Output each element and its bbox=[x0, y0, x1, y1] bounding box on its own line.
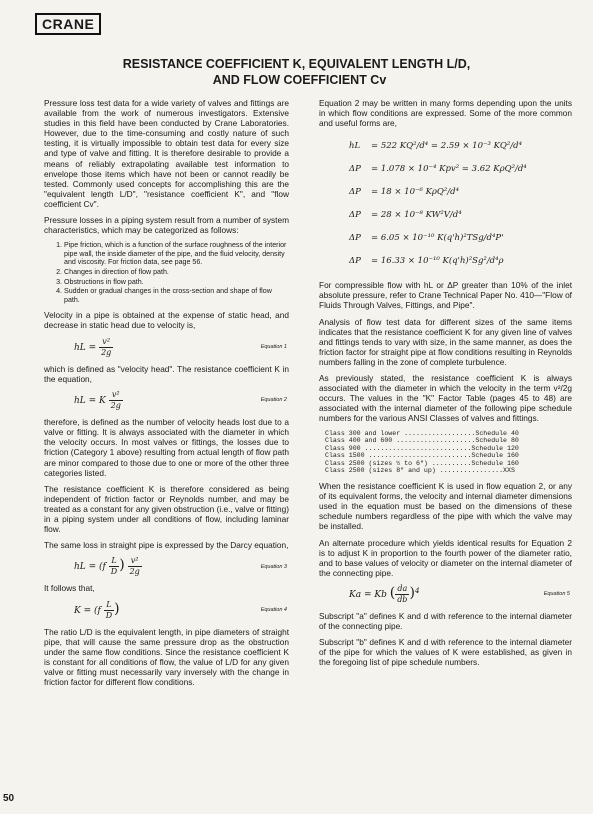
eq3-den: D bbox=[110, 567, 118, 577]
equation-label: Equation 1 bbox=[260, 344, 287, 351]
equation-label: Equation 4 bbox=[260, 607, 287, 614]
schedule-row: Class 1500 ..........................Schedule 160 bbox=[325, 452, 519, 460]
eq4-den: D bbox=[105, 610, 113, 620]
form-rhs: = 1.078 × 10⁻⁴ Kpv² = 3.62 KρQ²/d⁴ bbox=[371, 163, 527, 174]
title-line-1: RESISTANCE COEFFICIENT K, EQUIVALENT LENGTH L/D, bbox=[122, 57, 471, 71]
pressure-loss-paragraph: Pressure losses in a piping system result from a number of system characteristics, which may be categorized as follows: bbox=[44, 215, 289, 236]
form-row bbox=[349, 226, 572, 249]
compressible-paragraph: For compressible flow with hL or ΔP greater than 10% of the inlet absolute pressure, refer to Crane Technical Paper No. 410—"Flow of Fluids Through Valves, Fittings, and Pipe". bbox=[319, 280, 572, 311]
darcy-paragraph: The same loss in straight pipe is expressed by the Darcy equation, bbox=[44, 540, 289, 551]
equation-forms bbox=[349, 134, 572, 272]
therefore-paragraph: therefore, is defined as the number of velocity heads lost due to a valve or fitting. It is always associated with the diameter in which the velocity occurs. In most valves or fittings, the losses due to friction (Category 1 above) resulting from actual length of flow path are minor compared to those due to one or more of the other three categories listed. bbox=[44, 417, 289, 478]
equation-1 bbox=[44, 337, 289, 358]
eq2-den: 2g bbox=[110, 401, 121, 411]
form-lhs: ΔP bbox=[349, 209, 361, 220]
loss-categories-list bbox=[44, 241, 289, 304]
subscript-a-paragraph: Subscript "a" defines K and d with reference to the internal diameter of the connecting pipe. bbox=[319, 611, 572, 632]
form-rhs: = 18 × 10⁻⁶ KρQ²/d⁴ bbox=[371, 186, 460, 197]
form-lhs: ΔP bbox=[349, 255, 361, 266]
equation-2 bbox=[44, 390, 289, 411]
schedule-list bbox=[325, 430, 572, 476]
list-item: 1. Pipe friction, which is a function of the surface roughness of the interior pipe wall, the inside diameter of the pipe, and the fluid velocity, density and viscosity. For friction data, see page 56. bbox=[64, 241, 289, 267]
alternate-paragraph: An alternate procedure which yields identical results for Equation 2 is to adjust K in proportion to the fourth power of the diameter ratio, and to base values of velocity or diameter on the internal diameter of the connecting pipe. bbox=[319, 537, 572, 578]
form-rhs: = 522 KQ²/d⁴ = 2.59 × 10⁻³ KQ²/d⁴ bbox=[371, 140, 523, 151]
page-number: 50 bbox=[3, 793, 15, 804]
eq4-num: L bbox=[104, 600, 114, 611]
eq3-den2: 2g bbox=[129, 567, 140, 577]
when-paragraph: When the resistance coefficient K is used in flow equation 2, or any of its equivalent forms, the velocity and internal diameter dimensions used in the equation must be based on the dimensions of these schedule numbers regardless of the pipe with which the valve may be installed. bbox=[319, 481, 572, 532]
form-lhs: ΔP bbox=[349, 186, 361, 197]
schedule-row: Class 900 ...........................Schedule 120 bbox=[325, 444, 519, 452]
equation-label: Equation 5 bbox=[543, 591, 570, 598]
eq1-num: v² bbox=[99, 337, 113, 348]
list-item: 4. Sudden or gradual changes in the cross-section and shape of flow path. bbox=[64, 287, 289, 304]
page-title bbox=[0, 56, 593, 88]
eq5-exp: 4 bbox=[414, 586, 420, 595]
velocity-paragraph: Velocity in a pipe is obtained at the expense of static head, and decrease in static head due to velocity is, bbox=[44, 310, 289, 331]
form-lhs: ΔP bbox=[349, 163, 361, 174]
forms-intro-paragraph: Equation 2 may be written in many forms depending upon the units in which flow conditions are expressed. Some of the more common and useful forms are, bbox=[319, 98, 572, 129]
eq2-lhs: hL = K bbox=[74, 396, 106, 407]
eq5-den: db bbox=[397, 595, 408, 604]
form-row bbox=[349, 203, 572, 226]
form-rhs: = 28 × 10⁻⁸ KW²V/d⁴ bbox=[371, 209, 462, 220]
velocity-head-paragraph: which is defined as "velocity head". The resistance coefficient K in the equation, bbox=[44, 363, 289, 384]
equation-3: hL = (f $\frac{L}{D}$ ) $\frac{\text{v²}}{2g}$ Equation 3 bbox=[74, 556, 287, 577]
schedule-row: Class 2500 (sizes ½ to 6") ..........Schedule 160 bbox=[325, 459, 519, 467]
follows-paragraph: It follows that, bbox=[44, 583, 95, 594]
list-item: 2. Changes in direction of flow path. bbox=[64, 268, 289, 277]
right-column bbox=[319, 98, 572, 674]
form-lhs: ΔP bbox=[349, 232, 361, 243]
equation-4: K = (f $\frac{L}{D}$ ) Equation 4 bbox=[74, 599, 287, 620]
subscript-b-paragraph: Subscript "b" defines K and d with reference to the internal diameter of the pipe for which the values of K were established, as given in the foregoing list of pipe schedule numbers. bbox=[319, 637, 572, 668]
form-row bbox=[349, 180, 572, 203]
equation-5: Ka = Kb ( $\frac{da}{db}$ )$^4$ Equation 5 bbox=[349, 583, 570, 604]
schedule-row: Class 2500 (sizes 8" and up) ................XXS bbox=[325, 467, 515, 475]
schedule-row: Class 400 and 600 ....................Schedule 80 bbox=[325, 437, 519, 445]
analysis-paragraph: Analysis of flow test data for different sizes of the same items indicates that the resistance coefficient K for any given line of valves and fittings tends to vary with size, in the same manner, as does the friction factor for straight pipe at flow conditions resulting in Reynolds numbers falling in the zone of complete turbulence. bbox=[319, 316, 572, 367]
crane-logo: CRANE bbox=[35, 13, 101, 35]
eq4-lhs: K = (f bbox=[74, 605, 101, 616]
left-column bbox=[44, 98, 289, 693]
eq1-den: 2g bbox=[101, 347, 112, 357]
list-item: 3. Obstructions in flow path. bbox=[64, 278, 289, 287]
equation-label: Equation 3 bbox=[260, 563, 287, 570]
eq3-num: L bbox=[109, 556, 119, 567]
form-row bbox=[349, 134, 572, 157]
form-row bbox=[349, 157, 572, 180]
ratio-paragraph: The ratio L/D is the equivalent length, in pipe diameters of straight pipe, that will cause the same pressure drop as the obstruction under the same flow conditions. Since the resistance coefficient K is constant for all conditions of flow, the value of L/D for any given valve or fitting must necessarily vary inversely with the change in friction factor for different flow conditions. bbox=[44, 626, 289, 688]
eq3-lhs: hL = (f bbox=[74, 562, 106, 573]
previously-paragraph: As previously stated, the resistance coefficient K is always associated with the diameter in which the velocity in the term v²/2g occurs. The values in the "K" Factor Table (pages 45 to 48) are associated with the internal diameter of the following pipe schedule numbers for the various ANSI Classes of valves and fittings. bbox=[319, 373, 572, 424]
equation-label: Equation 2 bbox=[260, 397, 287, 404]
schedule-row: Class 300 and lower ..................Schedule 40 bbox=[325, 429, 519, 437]
intro-paragraph: Pressure loss test data for a wide variety of valves and fittings are available from the work of numerous investigators. Extensive studies in this field have been conducted by Crane Laboratories. However, due to the time-consuming and costly nature of such testing, it is virtually impossible to obtain test data for every size and type of valve and fitting. It is therefore desirable to provide a means of reliably extrapolating available test information to envelope those items which have not been or cannot readily be tested. Commonly used concepts for accomplishing this are the "equivalent length L/D", "resistance coefficient K", and "flow coefficient Cv". bbox=[44, 98, 289, 209]
form-lhs: hL bbox=[349, 140, 361, 151]
form-rhs: = 16.33 × 10⁻¹⁰ K(q'h)²Sg²/d⁴ρ bbox=[371, 255, 504, 266]
eq2-num: v² bbox=[109, 390, 123, 401]
eq1-lhs: hL = bbox=[74, 342, 97, 353]
form-rhs: = 6.05 × 10⁻¹⁰ K(q'h)²TSg/d⁴P' bbox=[371, 232, 504, 243]
eq5-lhs: Ka = Kb bbox=[349, 590, 387, 600]
form-row bbox=[349, 249, 572, 272]
title-line-2: AND FLOW COEFFICIENT Cv bbox=[212, 73, 387, 87]
eq5-num: da bbox=[395, 584, 409, 595]
eq3-num2: v² bbox=[128, 556, 142, 567]
resistance-paragraph: The resistance coefficient K is therefore considered as being independent of friction factor or Reynolds number, and may be treated as a constant for any given obstruction (i.e., valve or fitting) in a piping system under all conditions of flow, including laminar flow. bbox=[44, 483, 289, 535]
